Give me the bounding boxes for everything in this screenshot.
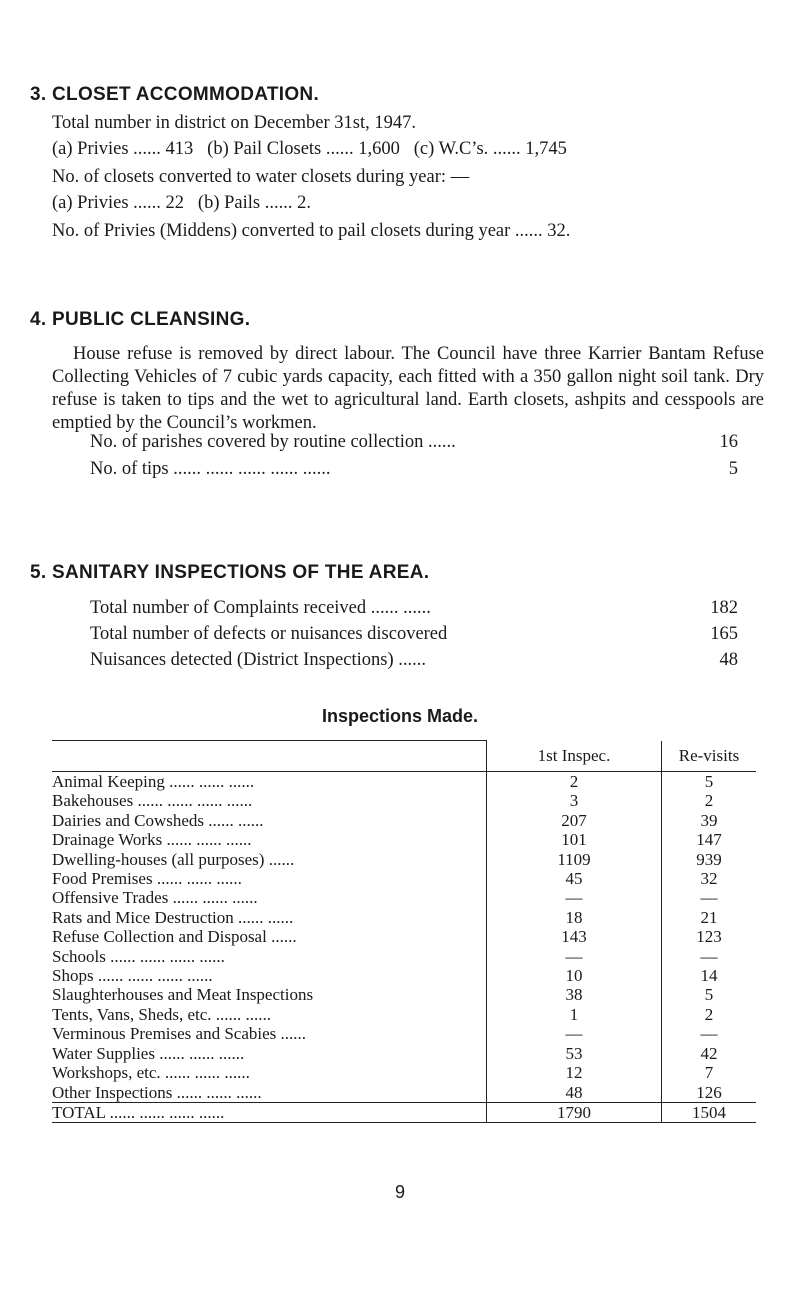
privies-converted-line: No. of Privies (Middens) converted to pail closets during year ...... 32.: [52, 221, 571, 241]
kv-label: No. of parishes covered by routine collection ......: [90, 432, 456, 452]
revisits-count: —: [700, 888, 718, 908]
first-inspection-count: 3: [487, 791, 662, 810]
inspection-category: Bakehouses ...... ...... ...... ......: [52, 791, 487, 810]
revisits-count: 126: [696, 1082, 722, 1102]
inspection-category: Drainage Works ...... ...... ......: [52, 830, 487, 849]
total-revisits: 1504: [662, 1102, 757, 1122]
kv-label: Total number of defects or nuisances discovered: [90, 624, 448, 644]
inspections-title: Inspections Made.: [321, 706, 479, 726]
revisits-count: 147: [696, 830, 722, 850]
defects-row: [90, 624, 738, 645]
inspection-category: Dwelling-houses (all purposes) ......: [52, 850, 487, 869]
table-row: [52, 1005, 756, 1024]
table-total-row: [52, 1102, 756, 1122]
revisits-count: —: [700, 1024, 718, 1044]
table-row: [52, 830, 756, 849]
table-row: [52, 811, 756, 830]
public-cleansing-paragraph: House refuse is removed by direct labour. The Council have three Karrier Bantam Refuse Collecting Vehicles of 7 cubic yards capacity, each fitted with a 350 gallon night soil tank. Dry refuse is taken to tips and the wet to agricultural land. Earth closets, ashpits and cesspools are emptied by the Council’s workmen.: [52, 344, 764, 433]
first-inspection-count: 53: [487, 1044, 662, 1063]
revisits-count: 42: [700, 1043, 718, 1063]
parishes-covered-row: [90, 432, 738, 453]
first-inspection-count: 1109: [487, 850, 662, 869]
kv-label: No. of tips ...... ...... ...... ...... ......: [90, 459, 331, 479]
table-row: [52, 985, 756, 1004]
section-5-heading: 5. SANITARY INSPECTIONS OF THE AREA.: [30, 562, 430, 583]
revisits-count: 2: [704, 791, 714, 811]
table-row: [52, 966, 756, 985]
closet-total-line: Total number in district on December 31st, 1947.: [52, 113, 417, 133]
inspection-category: Rats and Mice Destruction ...... ......: [52, 908, 487, 927]
first-inspection-count: 1: [487, 1005, 662, 1024]
first-inspection-count: 18: [487, 908, 662, 927]
revisits-count: 123: [696, 927, 722, 947]
revisits-count: 5: [704, 985, 714, 1005]
closet-counts-line: (a) Privies ...... 413 (b) Pail Closets ...... 1,600 (c) W.C’s. ...... 1,745: [52, 139, 567, 159]
revisits-count: 7: [704, 1063, 714, 1083]
total-label: TOTAL ...... ...... ...... ......: [52, 1102, 487, 1122]
total-first-inspection: 1790: [487, 1102, 662, 1122]
closets-converted-line: No. of closets converted to water closets during year: —: [52, 167, 470, 187]
inspection-category: Schools ...... ...... ...... ......: [52, 947, 487, 966]
table-row: [52, 908, 756, 927]
table-row: [52, 1044, 756, 1063]
section-4-heading: 4. PUBLIC CLEANSING.: [30, 309, 251, 330]
table-row: [52, 869, 756, 888]
table-row: [52, 1024, 756, 1043]
inspections-table: [52, 740, 756, 1123]
revisits-count: 21: [700, 907, 718, 927]
first-inspection-count: 2: [487, 772, 662, 792]
first-inspection-count: 101: [487, 830, 662, 849]
first-inspection-count: 45: [487, 869, 662, 888]
tips-row: [90, 459, 738, 480]
inspection-category: Animal Keeping ...... ...... ......: [52, 772, 487, 792]
inspection-category: Refuse Collection and Disposal ......: [52, 927, 487, 946]
kv-value: 182: [710, 598, 738, 618]
kv-value: 5: [728, 459, 738, 479]
first-inspection-count: 48: [487, 1083, 662, 1103]
complaints-row: [90, 598, 738, 619]
revisits-count: 5: [704, 772, 714, 791]
revisits-count: —: [700, 946, 718, 966]
table-header-row: [52, 741, 756, 772]
first-inspection-count: 143: [487, 927, 662, 946]
inspection-category: Dairies and Cowsheds ...... ......: [52, 811, 487, 830]
kv-label: Total number of Complaints received ...... ......: [90, 598, 431, 618]
first-inspection-count: —: [487, 947, 662, 966]
column-header-blank: [52, 741, 487, 772]
revisits-count: 939: [696, 849, 722, 869]
inspection-category: Offensive Trades ...... ...... ......: [52, 888, 487, 907]
inspection-category: Slaughterhouses and Meat Inspections: [52, 985, 487, 1004]
table-row: [52, 927, 756, 946]
table-row: [52, 888, 756, 907]
inspection-category: Food Premises ...... ...... ......: [52, 869, 487, 888]
closets-converted-counts: (a) Privies ...... 22 (b) Pails ...... 2.: [52, 193, 311, 213]
first-inspection-count: 207: [487, 811, 662, 830]
revisits-count: 32: [700, 869, 718, 889]
kv-label: Nuisances detected (District Inspections) ......: [90, 650, 426, 670]
revisits-count: 2: [704, 1004, 714, 1024]
inspection-category: Verminous Premises and Scabies ......: [52, 1024, 487, 1043]
column-header-revisits: Re-visits: [662, 741, 757, 772]
first-inspection-count: 38: [487, 985, 662, 1004]
table-row: [52, 1083, 756, 1103]
first-inspection-count: 10: [487, 966, 662, 985]
section-3-heading: 3. CLOSET ACCOMMODATION.: [30, 84, 320, 105]
inspection-category: Other Inspections ...... ...... ......: [52, 1083, 487, 1103]
inspection-category: Workshops, etc. ...... ...... ......: [52, 1063, 487, 1082]
column-header-first-inspection: 1st Inspec.: [487, 741, 662, 772]
table-row: [52, 1063, 756, 1082]
first-inspection-count: —: [487, 1024, 662, 1043]
table-body: [52, 772, 756, 1103]
kv-value: 16: [719, 432, 738, 452]
page-number: 9: [394, 1182, 405, 1202]
inspection-category: Tents, Vans, Sheds, etc. ...... ......: [52, 1005, 487, 1024]
first-inspection-count: —: [487, 888, 662, 907]
revisits-count: 39: [700, 810, 718, 830]
table-row: [52, 947, 756, 966]
table-row: [52, 791, 756, 810]
kv-value: 165: [710, 624, 738, 644]
inspection-category: Shops ...... ...... ...... ......: [52, 966, 487, 985]
kv-value: 48: [719, 650, 738, 670]
first-inspection-count: 12: [487, 1063, 662, 1082]
table-row: [52, 772, 756, 792]
nuisances-row: [90, 650, 738, 671]
revisits-count: 14: [700, 966, 718, 986]
inspection-category: Water Supplies ...... ...... ......: [52, 1044, 487, 1063]
table-row: [52, 850, 756, 869]
